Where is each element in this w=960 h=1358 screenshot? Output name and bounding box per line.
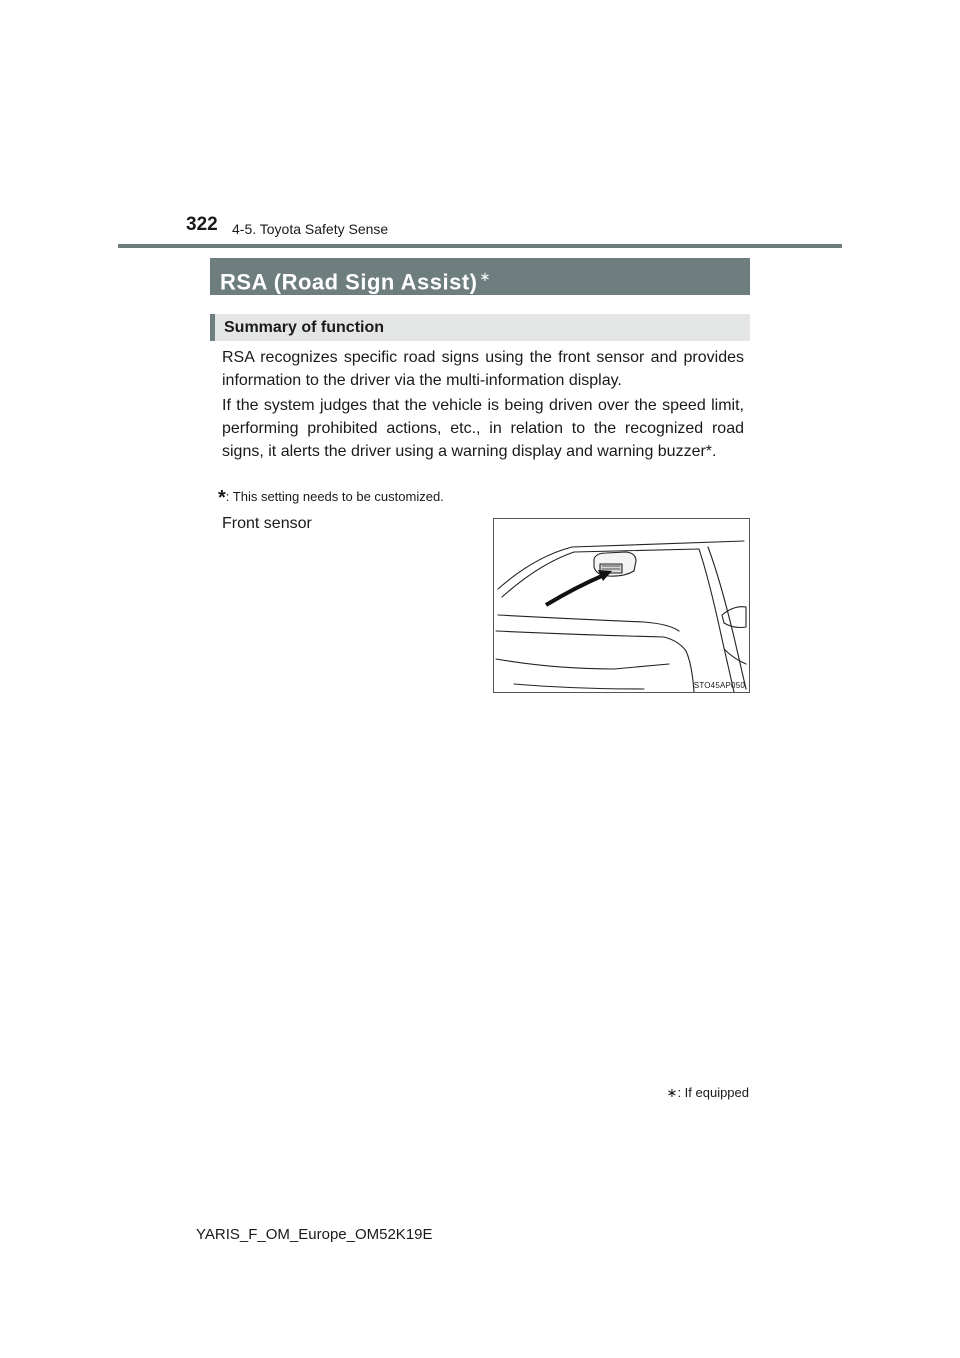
windshield-illustration: [494, 519, 749, 692]
figure-code: STO45AP050: [693, 681, 745, 690]
note-star: *: [218, 487, 226, 509]
body-paragraph-2: If the system judges that the vehicle is being driven over the speed limit, performing prohibited actions, etc., in relation to the recognized road signs, it alerts the driver using a warning display and warning buzzer*.: [222, 397, 744, 460]
section-label: 4-5. Toyota Safety Sense: [232, 221, 389, 237]
page-title: RSA (Road Sign Assist): [220, 269, 478, 295]
customize-note: [218, 487, 444, 510]
equipped-mark: ∗: [479, 269, 491, 284]
page-title-bar: [210, 258, 750, 295]
if-equipped-footnote: ∗: If equipped: [666, 1085, 749, 1100]
subheading-bar: [210, 314, 750, 341]
front-sensor-figure: [493, 518, 750, 693]
subheading: Summary of function: [224, 319, 385, 336]
header-rule: [118, 244, 842, 248]
document-code: YARIS_F_OM_Europe_OM52K19E: [196, 1226, 433, 1243]
page-number: 322: [186, 214, 218, 235]
body-paragraph-1: RSA recognizes specific road signs using the front sensor and provides information to the driver via the multi-information display.: [222, 349, 744, 389]
note-text: : This setting needs to be customized.: [225, 489, 444, 504]
figure-label: Front sensor: [222, 515, 312, 532]
